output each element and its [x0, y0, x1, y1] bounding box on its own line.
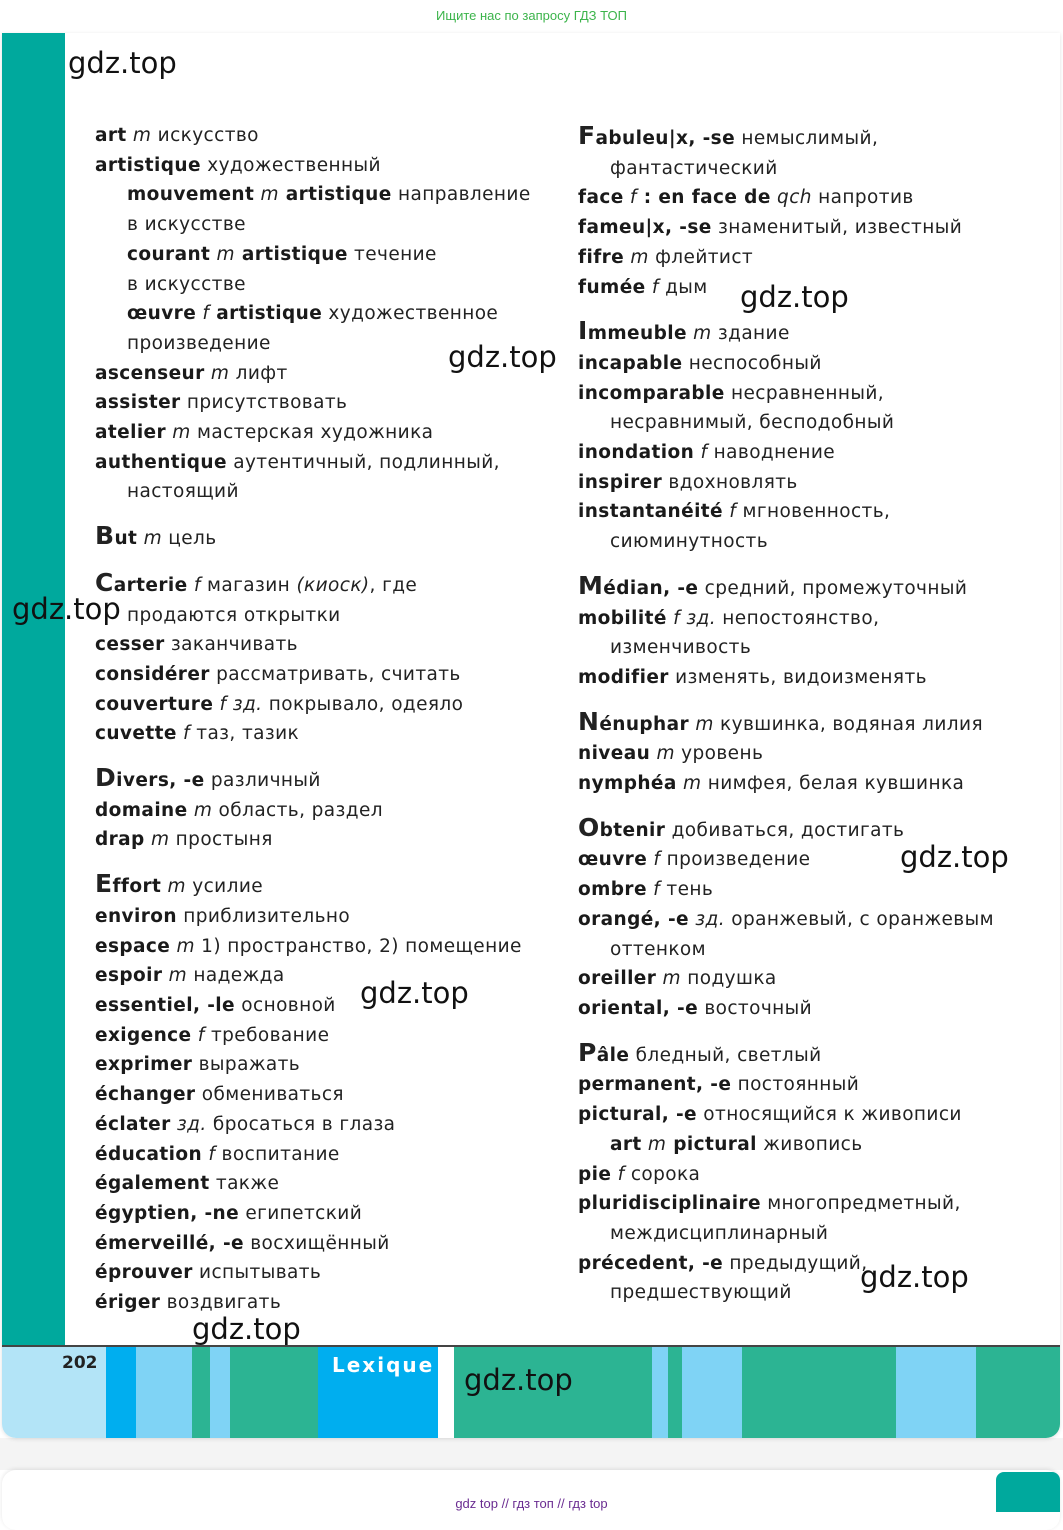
grammar-label: f — [645, 276, 659, 298]
stripe — [668, 1347, 682, 1438]
translation: восточный — [698, 997, 813, 1019]
translation: , где — [369, 574, 418, 596]
glossary-entry — [95, 1080, 535, 1110]
translation: 1) пространство, 2) помещение — [194, 935, 522, 957]
translation: течение — [347, 243, 437, 265]
headword: btenir — [599, 819, 666, 841]
watermark: gdz.top — [12, 592, 121, 626]
glossary-entry — [578, 1189, 1048, 1219]
headword: artistique — [95, 154, 201, 176]
headword: environ — [95, 905, 177, 927]
headword: pluridisciplinaire — [578, 1193, 761, 1215]
grammar-label: f — [176, 723, 190, 745]
translation: мастерская художника — [190, 422, 434, 444]
translation: присутствовать — [180, 392, 348, 414]
grammar-label: m — [162, 965, 188, 987]
headword: domaine — [95, 799, 188, 821]
grammar-label: m — [676, 773, 702, 795]
grammar-label: qch — [770, 187, 812, 209]
translation: аутентичный, подлинный, — [226, 451, 500, 473]
headword: incapable — [578, 352, 683, 374]
headword: M — [578, 570, 604, 600]
grammar-label: f — [196, 303, 210, 325]
translation: воспитание — [215, 1143, 340, 1165]
headword: fameu|x, -se — [578, 217, 712, 239]
headword: mouvement — [127, 184, 255, 206]
headword: P — [578, 1037, 597, 1067]
headword: drap — [95, 829, 145, 851]
headword: énuphar — [599, 713, 690, 735]
glossary-entry — [95, 477, 535, 507]
headword: ivers, -e — [116, 770, 205, 792]
translation: надежда — [187, 965, 285, 987]
headword: éprouver — [95, 1262, 193, 1284]
stripe — [192, 1347, 210, 1438]
translation: приблизительно — [176, 905, 351, 927]
headword: espoir — [95, 965, 163, 987]
headword: O — [578, 812, 600, 842]
headword: abuleu|x, -se — [595, 128, 736, 149]
grammar-label: m — [656, 968, 681, 990]
translation: неспособный — [682, 352, 822, 374]
watermark: gdz.top — [68, 46, 177, 80]
headword: I — [578, 316, 588, 346]
headword: face — [578, 187, 624, 209]
grammar-label: m — [641, 1133, 667, 1155]
glossary-entry — [578, 769, 1048, 799]
headword: instantanéité — [578, 501, 723, 523]
grammar-label: f — [647, 849, 661, 871]
glossary-entry — [578, 1278, 1048, 1308]
translation: вдохновлять — [662, 471, 798, 493]
headword: courant — [127, 243, 211, 265]
grammar-label: m — [204, 362, 230, 384]
translation: постоянный — [731, 1074, 860, 1096]
glossary-entry — [578, 994, 1048, 1024]
headword: fifre — [578, 246, 625, 268]
headword: atelier — [95, 422, 167, 444]
stripe — [210, 1347, 230, 1438]
headword: incomparable — [578, 382, 725, 404]
glossary-entry — [95, 299, 535, 329]
glossary-entry — [95, 1288, 535, 1318]
glossary-entry — [95, 1199, 535, 1229]
glossary-entry — [578, 1038, 1048, 1071]
stripe — [230, 1347, 318, 1438]
translation: усилие — [185, 876, 264, 898]
translation: здание — [711, 323, 790, 345]
section-label: Lexique — [332, 1353, 435, 1377]
glossary-entry — [578, 663, 1048, 693]
grammar-label: m — [254, 184, 279, 206]
grammar-label: m — [210, 243, 235, 265]
headword: exigence — [95, 1024, 192, 1046]
glossary-entry — [95, 660, 535, 690]
headword: couverture — [95, 693, 214, 715]
headword: permanent, -e — [578, 1074, 732, 1096]
glossary-entry — [578, 1219, 1048, 1249]
grammar-label: f зд. — [666, 607, 717, 629]
grammar-label: f — [202, 1143, 216, 1165]
translation: таз, тазик — [189, 723, 300, 745]
bottom-links[interactable]: gdz top // гдз топ // гдз top — [455, 1496, 608, 1511]
headword: B — [95, 521, 115, 551]
translation: наводнение — [707, 442, 836, 464]
translation: бледный, светлый — [629, 1044, 822, 1066]
grammar-label: f — [694, 442, 708, 464]
glossary-entry — [95, 240, 535, 270]
grammar-label: m — [137, 528, 162, 550]
grammar-label: (киоск) — [296, 574, 370, 596]
glossary-entry — [578, 379, 1048, 409]
translation: художественный — [200, 154, 381, 176]
grammar-label: зд. — [170, 1113, 207, 1135]
translation: междисциплинарный — [610, 1222, 829, 1244]
glossary-entry — [95, 1140, 535, 1170]
headword: éclater — [95, 1113, 171, 1135]
glossary-entry — [578, 1100, 1048, 1130]
translation: изменчивость — [610, 637, 752, 659]
translation: оттенком — [610, 938, 706, 960]
headword: C — [95, 567, 114, 597]
grammar-label: f — [623, 187, 637, 209]
glossary-entry — [95, 270, 535, 300]
headword: égyptien, -ne — [95, 1202, 240, 1224]
glossary-entry — [578, 183, 1048, 213]
translation: испытывать — [192, 1262, 322, 1284]
glossary-entry — [578, 408, 1048, 438]
stripe — [682, 1347, 742, 1438]
watermark: gdz.top — [192, 1312, 301, 1346]
textbook-page — [2, 33, 1060, 1438]
grammar-label: m — [689, 713, 714, 735]
translation: в искусстве — [127, 273, 246, 295]
translation: основной — [235, 994, 336, 1016]
headword: oriental, -e — [578, 997, 699, 1019]
translation: живопись — [756, 1133, 863, 1155]
glossary-entry — [578, 1070, 1048, 1100]
headword: modifier — [578, 666, 669, 688]
glossary-entry — [578, 527, 1048, 557]
grammar-label: m — [144, 829, 170, 851]
headword: inondation — [578, 442, 695, 464]
headword: précedent, -e — [578, 1252, 724, 1274]
translation: простыня — [169, 829, 273, 851]
headword: exprimer — [95, 1054, 193, 1076]
glossary-entry — [95, 448, 535, 478]
watermark: gdz.top — [740, 280, 849, 314]
headword: art — [610, 1133, 642, 1155]
glossary-entry — [95, 180, 535, 210]
headword: nymphéa — [578, 773, 677, 795]
translation: продаются открытки — [127, 604, 341, 626]
glossary-entry — [578, 349, 1048, 379]
translation: тень — [660, 879, 714, 901]
headword: mmeuble — [587, 323, 687, 345]
translation: египетский — [239, 1202, 363, 1224]
glossary-entry — [578, 316, 1048, 349]
translation: область, раздел — [212, 799, 383, 821]
glossary-entry — [95, 1021, 535, 1051]
translation: в искусстве — [127, 214, 246, 236]
glossary-entry — [95, 210, 535, 240]
headword: assister — [95, 392, 181, 414]
glossary-entry — [95, 690, 535, 720]
glossary-entry — [95, 869, 535, 902]
glossary-entry — [578, 438, 1048, 468]
grammar-label: зд. — [688, 908, 725, 930]
glossary-entry — [578, 154, 1048, 184]
translation: художественное — [322, 303, 499, 325]
page-number: 202 — [62, 1353, 98, 1373]
grammar-label: m — [650, 743, 675, 765]
translation: сиюминутность — [610, 531, 769, 553]
headword: ériger — [95, 1292, 161, 1314]
stripe — [652, 1347, 668, 1438]
translation: сорока — [624, 1163, 701, 1185]
watermark: gdz.top — [360, 976, 469, 1010]
glossary-entry — [95, 630, 535, 660]
headword: espace — [95, 935, 171, 957]
translation: бросаться в глаза — [206, 1113, 396, 1135]
translation: искусство — [151, 125, 259, 146]
stripe — [742, 1347, 832, 1438]
grammar-label: f — [646, 879, 661, 901]
translation: также — [209, 1173, 280, 1195]
headword: essentiel, -le — [95, 994, 235, 1016]
grammar-label: m — [187, 799, 213, 821]
glossary-entry — [578, 935, 1048, 965]
headword: F — [578, 121, 596, 150]
headword: éducation — [95, 1143, 203, 1165]
translation: знаменитый, известный — [711, 217, 963, 239]
headword: ffort — [112, 876, 162, 898]
translation: произведение — [660, 849, 811, 871]
glossary-entry — [578, 1160, 1048, 1190]
translation: предыдущий, — [723, 1252, 868, 1274]
translation: цель — [162, 528, 217, 550]
translation: оранжевый, с оранжевым — [724, 908, 994, 930]
glossary-entry — [578, 1130, 1048, 1160]
headword: : en face de — [636, 187, 771, 209]
headword: artistique — [234, 243, 348, 265]
left-color-bar — [2, 33, 65, 1345]
glossary-entry — [95, 902, 535, 932]
translation: магазин — [200, 574, 297, 596]
headword: pictural — [666, 1133, 757, 1155]
headword: cuvette — [95, 723, 177, 745]
translation: требование — [204, 1024, 330, 1046]
glossary-entry — [578, 905, 1048, 935]
glossary-entry — [95, 601, 535, 631]
translation: заканчивать — [164, 634, 298, 656]
grammar-label: m — [686, 323, 712, 345]
translation: обмениваться — [195, 1084, 344, 1106]
glossary-entry — [578, 243, 1048, 273]
translation: несравнимый, бесподобный — [610, 412, 895, 434]
glossary-entry — [95, 1169, 535, 1199]
glossary-entry — [578, 571, 1048, 604]
stripe — [896, 1347, 976, 1438]
glossary-entry — [95, 796, 535, 826]
glossary-entry — [95, 1050, 535, 1080]
glossary-entry — [95, 568, 535, 601]
headword: ombre — [578, 879, 647, 901]
stripe — [586, 1347, 652, 1438]
headword: cesser — [95, 634, 165, 656]
watermark: gdz.top — [860, 1260, 969, 1294]
headword: arterie — [113, 574, 188, 596]
translation: воздвигать — [160, 1292, 282, 1314]
translation: направление — [391, 184, 531, 206]
watermark: gdz.top — [464, 1363, 573, 1397]
headword: œuvre — [578, 849, 648, 871]
glossary-entry — [95, 121, 535, 151]
grammar-label: m — [166, 422, 191, 444]
glossary-entry — [578, 604, 1048, 634]
translation: фантастический — [610, 157, 778, 179]
stripe — [976, 1347, 1060, 1438]
headword: édian, -e — [603, 577, 699, 599]
translation: мгновенность, — [736, 501, 891, 523]
glossary-entry — [95, 418, 535, 448]
headword: inspirer — [578, 471, 663, 493]
grammar-label: f — [191, 1024, 205, 1046]
glossary-entry — [95, 388, 535, 418]
glossary-entry — [578, 964, 1048, 994]
headword: œuvre — [127, 303, 197, 325]
glossary-entry — [95, 825, 535, 855]
glossary-entry — [95, 521, 535, 554]
translation: добиваться, достигать — [665, 819, 905, 841]
watermark: gdz.top — [448, 340, 557, 374]
grammar-label: f зд. — [213, 693, 263, 715]
page-gap — [0, 1438, 1063, 1470]
translation: лифт — [229, 362, 288, 384]
translation: нимфея, белая кувшинка — [701, 773, 965, 795]
headword: orangé, -e — [578, 908, 689, 930]
translation: подушка — [680, 968, 777, 990]
headword: E — [95, 869, 113, 899]
grammar-label: m — [170, 935, 195, 957]
translation: уровень — [674, 743, 764, 765]
headword: oreiller — [578, 968, 657, 990]
headword: pie — [578, 1163, 612, 1185]
headword: âle — [596, 1044, 630, 1066]
grammar-label: m — [126, 125, 152, 146]
glossary-entry — [578, 213, 1048, 243]
grammar-label: m — [161, 876, 186, 898]
translation: немыслимый, — [735, 128, 879, 149]
headword: ut — [114, 528, 138, 550]
glossary-entry — [95, 151, 535, 181]
headword: pictural, -e — [578, 1104, 698, 1126]
grammar-label: f — [723, 501, 737, 523]
headword: authentique — [95, 451, 227, 473]
left-glossary-column — [95, 121, 535, 1318]
translation: напротив — [811, 187, 914, 209]
stripe — [106, 1347, 136, 1438]
top-banner[interactable]: Ищите нас по запросу ГДЗ ТОП — [436, 8, 627, 23]
translation: относящийся к живописи — [697, 1104, 962, 1126]
glossary-entry — [95, 1229, 535, 1259]
translation: дым — [658, 276, 708, 298]
glossary-entry — [95, 719, 535, 749]
translation: несравненный, — [724, 382, 885, 404]
glossary-entry — [95, 1258, 535, 1288]
glossary-entry — [578, 497, 1048, 527]
translation: непостоянство, — [716, 607, 880, 629]
glossary-entry — [95, 991, 535, 1021]
headword: N — [578, 706, 600, 736]
headword: ascenseur — [95, 362, 205, 384]
glossary-entry — [578, 739, 1048, 769]
headword: fumée — [578, 276, 646, 298]
glossary-entry — [95, 1110, 535, 1140]
glossary-entry — [578, 121, 1048, 154]
watermark: gdz.top — [900, 840, 1009, 874]
translation: произведение — [127, 332, 271, 354]
headword: artistique — [278, 184, 392, 206]
headword: également — [95, 1173, 210, 1195]
grammar-label: m — [624, 246, 649, 268]
headword: considérer — [95, 663, 210, 685]
translation: рассматривать, считать — [209, 663, 461, 685]
glossary-entry — [578, 633, 1048, 663]
glossary-entry — [578, 468, 1048, 498]
translation: настоящий — [127, 481, 239, 503]
glossary-entry — [578, 875, 1048, 905]
translation: изменять, видоизменять — [668, 666, 927, 688]
translation: многопредметный, — [760, 1193, 961, 1215]
headword: D — [95, 763, 117, 793]
glossary-entry — [95, 763, 535, 796]
glossary-entry — [578, 707, 1048, 740]
stripe — [832, 1347, 896, 1438]
headword: artistique — [209, 303, 323, 325]
stripe — [136, 1347, 192, 1438]
translation: различный — [204, 770, 321, 792]
glossary-entry — [95, 961, 535, 991]
translation: средний, промежуточный — [698, 577, 968, 599]
translation: кувшинка, водяная лилия — [713, 713, 983, 735]
translation: выражать — [192, 1054, 301, 1076]
glossary-entry — [95, 932, 535, 962]
headword: niveau — [578, 743, 651, 765]
grammar-label: f — [611, 1163, 625, 1185]
translation: восхищённый — [243, 1232, 390, 1254]
glossary-entry — [578, 1249, 1048, 1279]
translation: предшествующий — [610, 1282, 792, 1304]
headword: mobilité — [578, 607, 667, 629]
translation: флейтист — [648, 246, 754, 268]
headword: émerveillé, -e — [95, 1232, 244, 1254]
grammar-label: f — [187, 574, 201, 596]
translation: покрывало, одеяло — [262, 693, 464, 715]
headword: échanger — [95, 1084, 196, 1106]
headword: art — [95, 125, 127, 146]
